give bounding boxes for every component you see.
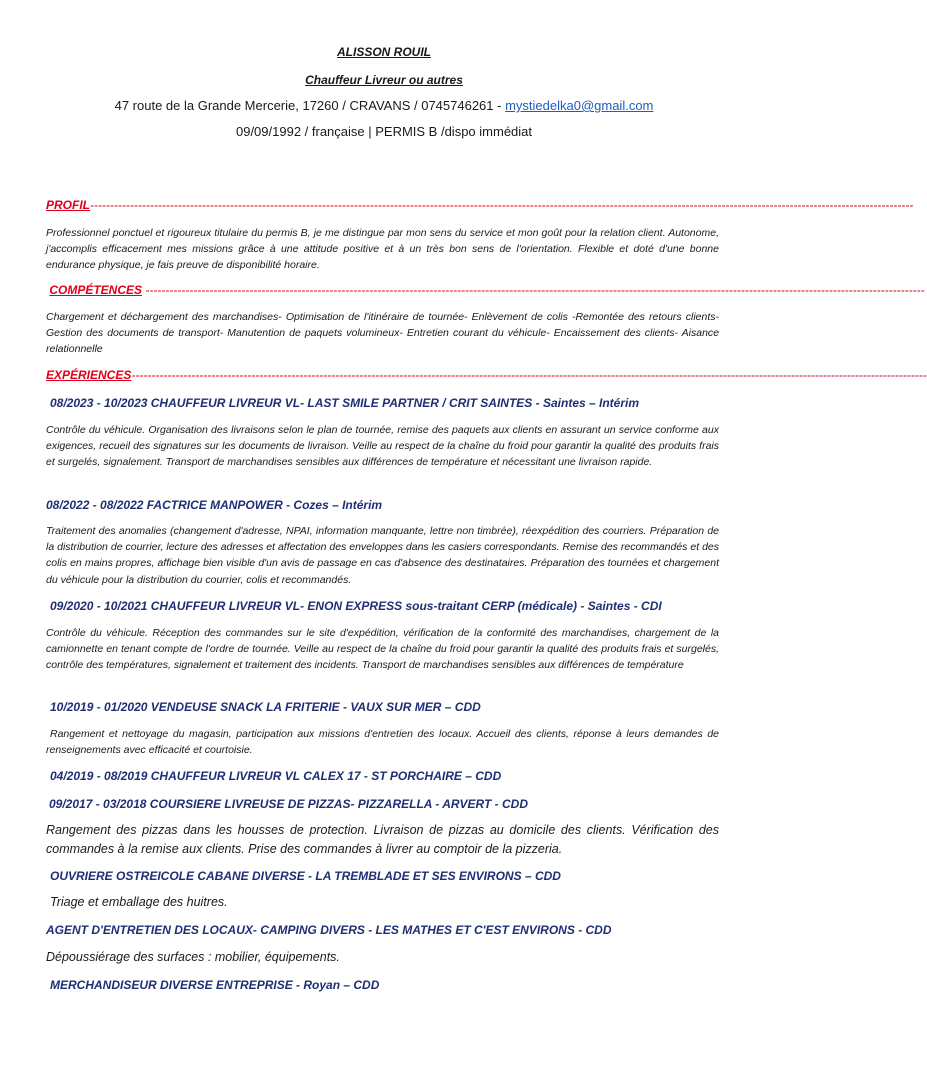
competences-text: Chargement et déchargement des marchandises- Optimisation de l'itinéraire de tournée- Enlèvement de colis -Remontée des retours clients- Gestion des documents de transport- Manutention de paquets volumineux- Entretien courant du véhicule- Encaissement des clients- Aisance relationnelle — [46, 311, 719, 356]
section-competences-label: COMPÉTENCES — [49, 283, 143, 297]
job-title-3: 09/2020 - 10/2021 CHAUFFEUR LIVREUR VL- ENON EXPRESS sous-traitant CERP (médicale) - Saintes - CDI — [50, 599, 662, 613]
contact-line — [0, 98, 768, 113]
job-desc-2: Traitement des anomalies (changement d'adresse, NPAI, information manquante, lettre non timbrée), réexpédition des courriers. Préparation de la distribution de courrier, lecture des adresses et affectation des enveloppes dans les casiers correspondants. Remise des recommandés et des colis en mains propres, affichage bien visible d'un avis de passage en cas d'absence des destinataires. Préparation des tournées et chargement du véhicule pour la distribution du courrier, colis et recommandés. — [46, 525, 719, 586]
job-desc-3: Contrôle du véhicule. Réception des commandes sur le site d'expédition, vérification de la conformité des marchandises, chargement de la camionnette en tenant compte de l'ordre de tournée. Veille au respect de la chaîne du froid pour garantir la qualité des produits frais et surgelés, contrôle des températures, signalement et traitement des incidents. Transport de marchandises sensibles aux différences de température — [46, 627, 719, 672]
job-title-6: 09/2017 - 03/2018 COURSIERE LIVREUSE DE PIZZAS- PIZZARELLA - ARVERT - CDD — [49, 797, 528, 811]
section-profil-label: PROFIL — [46, 198, 90, 212]
address-text: 47 route de la Grande Mercerie, 17260 / CRAVANS / 0745746261 - — [114, 98, 506, 113]
job-title: Chauffeur Livreur ou autres — [305, 73, 463, 87]
job-desc-1: Contrôle du véhicule. Organisation des livraisons selon le plan de tournée, remise des paquets aux clients en assurant un service conforme aux exigences, recueil des signatures sur les documents de livraison. Veille au respect de la chaîne du froid pour garantir la qualité des produits frais et surgelés, signalement. Transport de marchandises sensibles aux différences de température et nécessitant une livraison rapide. — [46, 424, 719, 469]
job-title-2: 08/2022 - 08/2022 FACTRICE MANPOWER - Cozes – Intérim — [46, 498, 383, 512]
job-desc-4: Rangement et nettoyage du magasin, participation aux missions d'entretien des locaux. Accueil des clients, réponse à leurs demandes de renseignements avec efficacité et courtoisie. — [46, 728, 719, 757]
job-title-8: AGENT D'ENTRETIEN DES LOCAUX- CAMPING DIVERS - LES MATHES ET C'EST ENVIRONS - CDD — [46, 923, 612, 937]
job-desc-7: Triage et emballage des huitres. — [50, 895, 228, 909]
job-desc-6: Rangement des pizzas dans les housses de protection. Livraison de pizzas au domicile des clients. Vérification des commandes à la remise aux clients. Prise des commandes à livrer au comptoir de la pizzeria. — [46, 823, 719, 856]
resume-page — [0, 45, 927, 1069]
profil-text: Professionnel ponctuel et rigoureux titulaire du permis B, je me distingue par mon sens du service et mon goût pour la relation client. Autonome, j'accomplis efficacement mes missions grâce à une attitude positive et à un très bon sens de l'orientation. Flexible et doté d'une bonne endurance physique, je fais preuve de disponibilité horaire. — [46, 227, 719, 272]
job-desc-8: Dépoussiérage des surfaces : mobilier, équipements. — [46, 950, 340, 964]
job-title-5: 04/2019 - 08/2019 CHAUFFEUR LIVREUR VL CALEX 17 - ST PORCHAIRE – CDD — [50, 769, 502, 783]
job-title-9: MERCHANDISEUR DIVERSE ENTREPRISE - Royan – CDD — [50, 978, 380, 992]
section-profil: PROFIL-------------------------------------------------------------------------------------------------------------------------------------------------------------------------------------------------------------- — [46, 198, 914, 212]
job-title-1: 08/2023 - 10/2023 CHAUFFEUR LIVREUR VL- LAST SMILE PARTNER / CRIT SAINTES - Saintes – Intérim — [50, 396, 640, 410]
email-link[interactable]: mystiedelka0@gmail.com — [505, 98, 654, 113]
section-competences: COMPÉTENCES --------------------------------------------------------------------------------------------------------------------------------------------------------------------------------------------------- — [49, 283, 925, 297]
job-title-4: 10/2019 - 01/2020 VENDEUSE SNACK LA FRITERIE - VAUX SUR MER – CDD — [50, 700, 481, 714]
personal-info-line: 09/09/1992 / française | PERMIS B /dispo immédiat — [235, 124, 533, 139]
candidate-name: ALISSON ROUIL — [336, 45, 431, 59]
job-title-7: OUVRIERE OSTREICOLE CABANE DIVERSE - LA TREMBLADE ET SES ENVIRONS – CDD — [50, 869, 561, 883]
section-experiences-label: EXPÉRIENCES — [46, 368, 132, 382]
section-experiences: EXPÉRIENCES------------------------------------------------------------------------------------------------------------------------------------------------------------------------------------------------------- — [46, 368, 927, 382]
